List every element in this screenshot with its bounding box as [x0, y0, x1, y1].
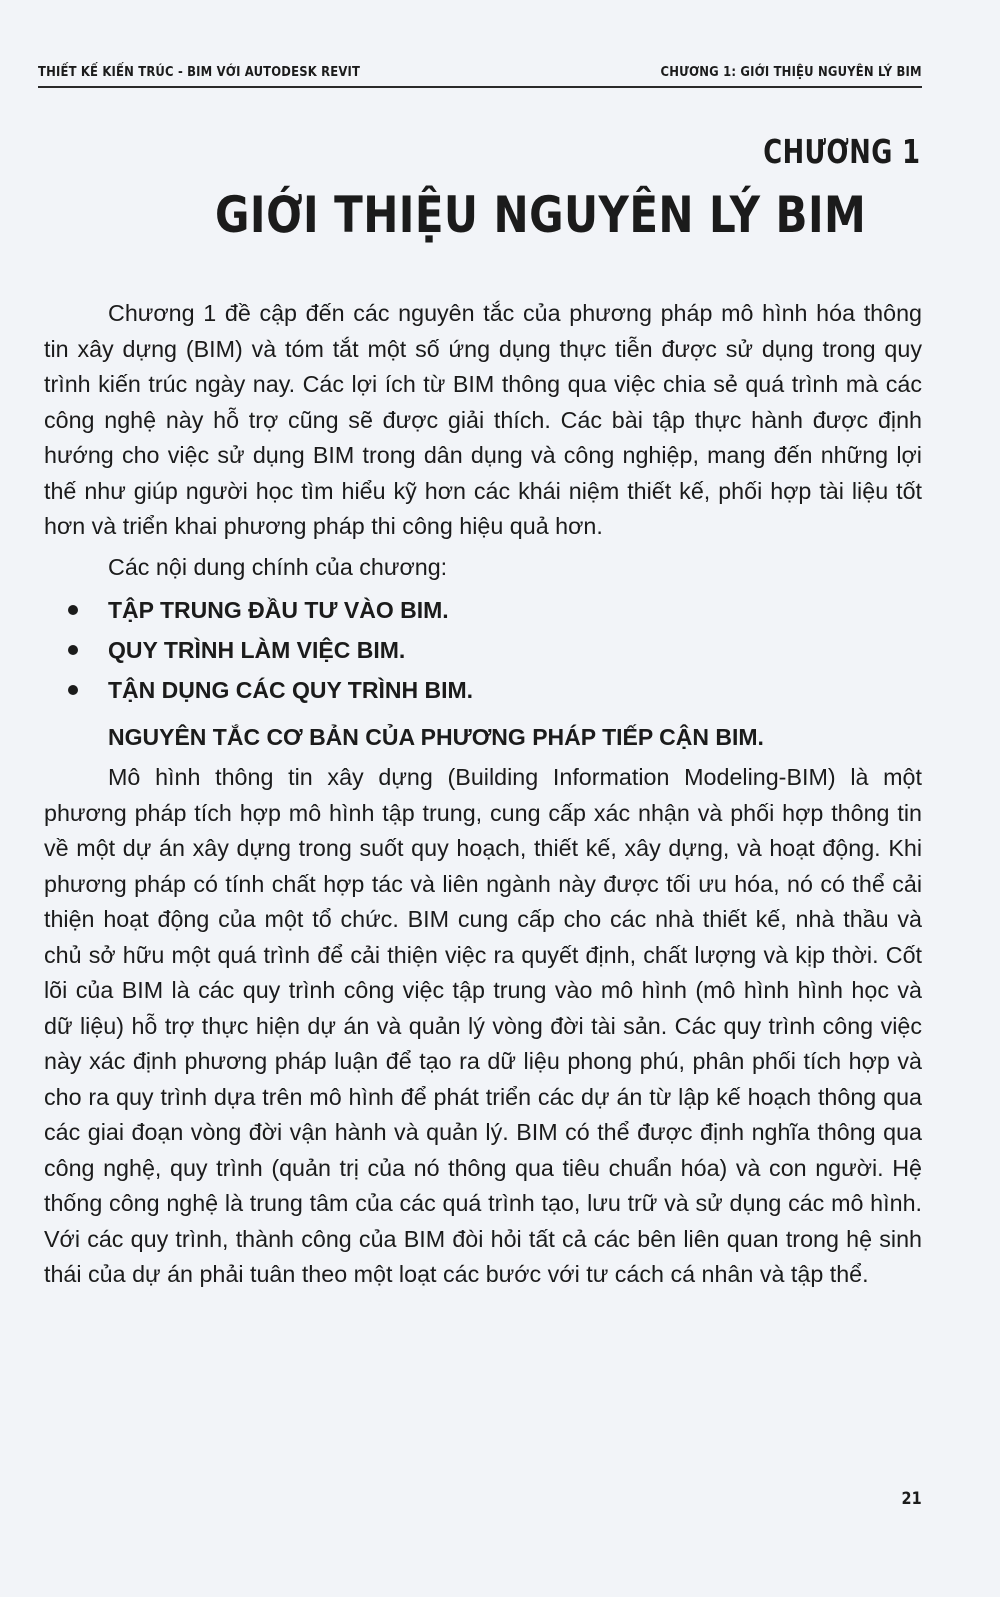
bullet-icon [68, 605, 78, 615]
chapter-title: GIỚI THIỆU NGUYÊN LÝ BIM [215, 186, 867, 244]
list-item-text: TẬN DỤNG CÁC QUY TRÌNH BIM. [108, 677, 474, 703]
running-header-chapter-title: CHƯƠNG 1: GIỚI THIỆU NGUYÊN LÝ BIM [660, 64, 922, 80]
list-item [44, 670, 922, 710]
bullet-icon [68, 645, 78, 655]
contents-list [44, 590, 922, 710]
contents-lead: Các nội dung chính của chương: [108, 553, 448, 580]
running-header [38, 64, 922, 88]
intro-paragraph: Chương 1 đề cập đến các nguyên tắc của phương pháp mô hình hóa thông tin xây dựng (BIM) và tóm tắt một số ứng dụng thực tiễn được sử dụng trong quy trình kiến trúc ngày nay. Các lợi ích từ BIM thông qua việc chia sẻ quá trình mà các công nghệ này hỗ trợ cũng sẽ được giải thích. Các bài tập thực hành được định hướng cho việc sử dụng BIM trong dân dụng và công nghiệp, mang đến những lợi thế như giúp người học tìm hiểu kỹ hơn các khái niệm thiết kế, phối hợp tài liệu tốt hơn và triển khai phương pháp thi công hiệu quả hơn. [44, 300, 922, 539]
section-paragraph: Mô hình thông tin xây dựng (Building Information Modeling-BIM) là một phương pháp tích hợp mô hình tập trung, cung cấp xác nhận và phối hợp thông tin về một dự án xây dựng trong suốt quy hoạch, thiết kế, xây dựng, và hoạt động. Khi phương pháp có tính chất hợp tác và liên ngành này được tối ưu hóa, nó có thể cải thiện hoạt động của một tổ chức. BIM cung cấp cho các nhà thiết kế, nhà thầu và chủ sở hữu một quá trình để cải thiện việc ra quyết định, chất lượng và kịp thời. Cốt lõi của BIM là các quy trình công việc tập trung vào mô hình (mô hình hình học và dữ liệu) hỗ trợ thực hiện dự án và quản lý vòng đời tài sản. Các quy trình công việc này xác định phương pháp luận để tạo ra dữ liệu phong phú, phân phối tích hợp và cho ra quy trình dựa trên mô hình để phát triển các dự án từ lập kế hoạch thông qua các giai đoạn vòng đời vận hành và quản lý. BIM có thể được định nghĩa thông qua công nghệ, quy trình (quản trị của nó thông qua tiêu chuẩn hóa) và con người. Hệ thống công nghệ là trung tâm của các quá trình tạo, lưu trữ và sử dụng các mô hình. Với các quy trình, thành công của BIM đòi hỏi tất cả các bên liên quan trong hệ sinh thái của dự án phải tuân theo một loạt các bước với tư cách cá nhân và tập thể. [44, 764, 922, 1287]
list-item-text: TẬP TRUNG ĐẦU TƯ VÀO BIM. [108, 597, 449, 623]
body-text [44, 296, 922, 1293]
running-header-book-title: THIẾT KẾ KIẾN TRÚC - BIM VỚI AUTODESK REVIT [38, 64, 361, 80]
chapter-label: CHƯƠNG 1 [762, 132, 920, 171]
page-number: 21 [901, 1489, 922, 1509]
bullet-icon [68, 685, 78, 695]
list-item [44, 590, 922, 630]
section-heading: NGUYÊN TẮC CƠ BẢN CỦA PHƯƠNG PHÁP TIẾP CẬN BIM. [108, 724, 764, 750]
list-item [44, 630, 922, 670]
list-item-text: QUY TRÌNH LÀM VIỆC BIM. [108, 637, 406, 663]
